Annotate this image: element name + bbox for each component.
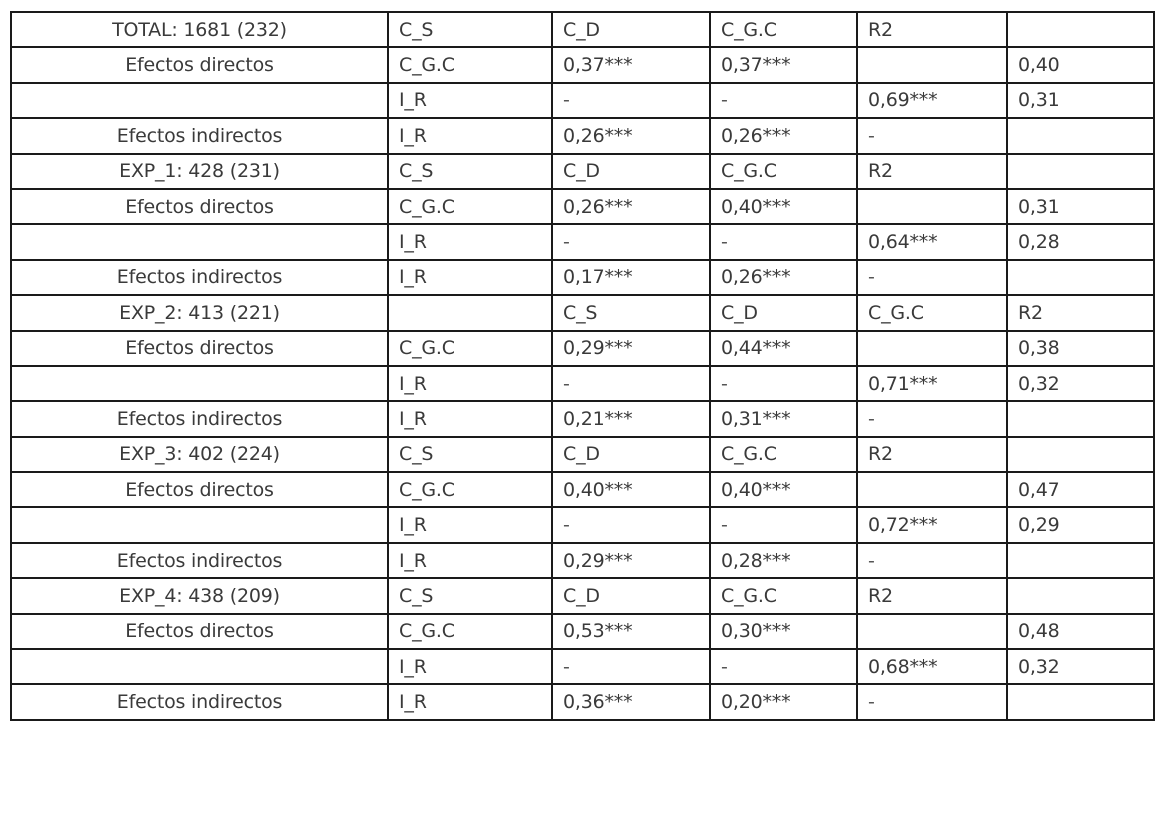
table-cell: 0,69*** [857,83,1007,118]
table-cell: 0,53*** [552,614,710,649]
table-cell: I_R [388,83,552,118]
table-row [11,47,1154,82]
table-cell [857,331,1007,366]
table-cell: - [857,543,1007,578]
table-cell: 0,32 [1007,649,1154,684]
table-cell [1007,401,1154,436]
table-row [11,366,1154,401]
table-cell: 0,26*** [710,118,857,153]
table-cell: 0,20*** [710,684,857,719]
table-cell: - [710,649,857,684]
table-cell: 0,48 [1007,614,1154,649]
table-cell: 0,26*** [552,189,710,224]
table-cell: R2 [857,154,1007,189]
table-cell: C_G.C [388,614,552,649]
table-row [11,507,1154,542]
table-cell: C_G.C [710,578,857,613]
row-label-cell: Efectos directos [11,614,388,649]
table-row [11,83,1154,118]
row-label-cell: TOTAL: 1681 (232) [11,12,388,47]
table-cell [1007,154,1154,189]
table-cell: 0,44*** [710,331,857,366]
table-cell: 0,31 [1007,189,1154,224]
table-cell: 0,29*** [552,331,710,366]
table-cell: 0,40*** [710,189,857,224]
table-cell: C_D [552,578,710,613]
table-cell: R2 [857,12,1007,47]
table-row [11,295,1154,330]
table-cell: - [857,684,1007,719]
table-cell [857,189,1007,224]
table-cell: 0,29*** [552,543,710,578]
table-cell: C_G.C [388,189,552,224]
table-cell: I_R [388,649,552,684]
table-cell: 0,37*** [552,47,710,82]
table-row [11,543,1154,578]
row-label-cell: Efectos directos [11,331,388,366]
table-cell: 0,72*** [857,507,1007,542]
row-label-cell: Efectos indirectos [11,543,388,578]
row-label-cell [11,83,388,118]
table-cell [1007,118,1154,153]
table-cell [1007,12,1154,47]
results-table-body [11,12,1154,720]
table-cell [1007,260,1154,295]
row-label-cell: Efectos indirectos [11,401,388,436]
row-label-cell [11,366,388,401]
table-cell: I_R [388,260,552,295]
row-label-cell [11,224,388,259]
table-cell [1007,437,1154,472]
table-row [11,578,1154,613]
table-cell: R2 [857,437,1007,472]
table-cell: I_R [388,224,552,259]
row-label-cell: Efectos indirectos [11,260,388,295]
table-cell: 0,26*** [552,118,710,153]
table-cell [1007,543,1154,578]
table-cell: - [552,366,710,401]
table-cell: 0,36*** [552,684,710,719]
table-cell: C_G.C [388,472,552,507]
table-cell: 0,37*** [710,47,857,82]
table-row [11,12,1154,47]
table-cell: C_G.C [710,12,857,47]
table-cell: - [710,224,857,259]
table-cell: I_R [388,118,552,153]
table-cell: C_G.C [388,331,552,366]
table-cell: 0,28 [1007,224,1154,259]
table-cell: R2 [857,578,1007,613]
table-cell: 0,64*** [857,224,1007,259]
table-cell: - [552,224,710,259]
table-cell [1007,578,1154,613]
table-row [11,189,1154,224]
table-cell: 0,32 [1007,366,1154,401]
table-cell: 0,30*** [710,614,857,649]
table-cell: C_S [388,437,552,472]
row-label-cell: EXP_3: 402 (224) [11,437,388,472]
table-cell: C_G.C [857,295,1007,330]
table-cell: I_R [388,684,552,719]
table-cell [857,472,1007,507]
table-cell: - [552,649,710,684]
table-cell: 0,26*** [710,260,857,295]
table-cell: 0,28*** [710,543,857,578]
table-cell: 0,21*** [552,401,710,436]
row-label-cell: Efectos directos [11,47,388,82]
table-cell: - [710,366,857,401]
row-label-cell: EXP_1: 428 (231) [11,154,388,189]
table-cell: C_G.C [710,154,857,189]
table-cell: I_R [388,401,552,436]
row-label-cell [11,649,388,684]
table-cell: I_R [388,366,552,401]
results-table [10,11,1155,721]
table-cell: - [857,260,1007,295]
table-cell: - [710,83,857,118]
table-row [11,154,1154,189]
table-cell: 0,40*** [552,472,710,507]
table-cell: R2 [1007,295,1154,330]
row-label-cell: Efectos indirectos [11,684,388,719]
table-cell [857,47,1007,82]
table-cell: C_D [552,12,710,47]
table-row [11,649,1154,684]
table-cell: C_D [552,154,710,189]
table-row [11,118,1154,153]
table-cell: I_R [388,507,552,542]
table-cell: C_S [388,12,552,47]
table-row [11,614,1154,649]
table-cell [1007,684,1154,719]
row-label-cell: EXP_2: 413 (221) [11,295,388,330]
table-cell [857,614,1007,649]
table-cell: C_G.C [710,437,857,472]
table-cell: C_G.C [388,47,552,82]
table-cell: 0,71*** [857,366,1007,401]
table-cell: - [552,83,710,118]
table-cell: 0,31 [1007,83,1154,118]
row-label-cell: Efectos directos [11,189,388,224]
table-cell [388,295,552,330]
row-label-cell: Efectos indirectos [11,118,388,153]
table-cell: I_R [388,543,552,578]
table-cell: 0,47 [1007,472,1154,507]
table-cell: 0,31*** [710,401,857,436]
table-row [11,472,1154,507]
table-cell: 0,29 [1007,507,1154,542]
table-row [11,437,1154,472]
table-cell: - [710,507,857,542]
table-cell: C_S [388,578,552,613]
table-cell: 0,40 [1007,47,1154,82]
table-cell: 0,40*** [710,472,857,507]
row-label-cell [11,507,388,542]
table-row [11,684,1154,719]
table-cell: C_S [552,295,710,330]
table-cell: C_D [552,437,710,472]
table-row [11,331,1154,366]
table-row [11,224,1154,259]
table-cell: 0,38 [1007,331,1154,366]
row-label-cell: Efectos directos [11,472,388,507]
table-cell: C_S [388,154,552,189]
table-row [11,401,1154,436]
table-cell: 0,17*** [552,260,710,295]
table-cell: - [857,118,1007,153]
table-cell: - [857,401,1007,436]
table-cell: 0,68*** [857,649,1007,684]
table-cell: C_D [710,295,857,330]
row-label-cell: EXP_4: 438 (209) [11,578,388,613]
table-cell: - [552,507,710,542]
table-row [11,260,1154,295]
